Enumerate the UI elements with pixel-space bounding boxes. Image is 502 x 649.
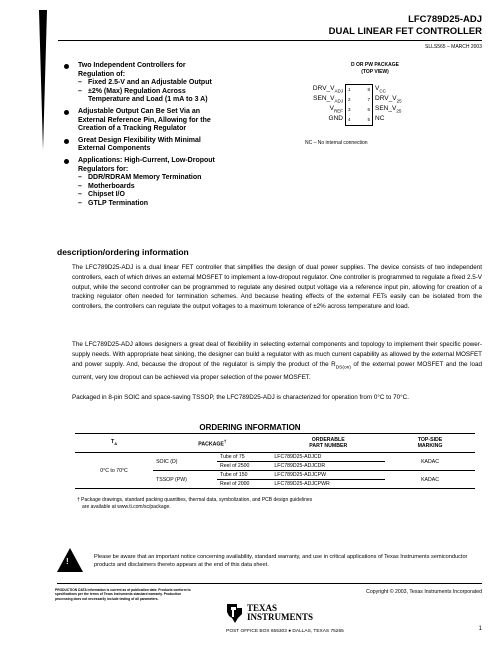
address: POST OFFICE BOX 655303 ● DALLAS, TEXAS 75265 bbox=[226, 629, 344, 634]
feature-item: Two Independent Controllers for Regulation of: – Fixed 2.5-V and an Adjustable Output – ±2% (Max) Regulation Across Temperature and Load (1 mA to 3 A) bbox=[64, 62, 264, 105]
section-heading: description/ordering information bbox=[57, 247, 189, 257]
part-number-cell: LFC789D25-ADJCPW bbox=[271, 471, 385, 480]
qty-cell: Reel of 2500 bbox=[217, 462, 271, 471]
feature-item: Adjustable Output Can Be Set Via an External Reference Pin, Allowing for the Creation of a Tracking Regulator bbox=[64, 108, 264, 134]
ordering-table bbox=[75, 433, 475, 489]
sub-item: – GTLP Termination bbox=[78, 199, 149, 207]
header-rule bbox=[58, 40, 482, 41]
column-header: TOP-SIDE MARKING bbox=[385, 434, 475, 453]
pin-number: 3 bbox=[348, 107, 351, 112]
column-header: $T_A$ bbox=[75, 434, 153, 453]
part-number-title: LFC789D25-ADJ bbox=[408, 14, 482, 25]
column-header: ORDERABLE PART NUMBER bbox=[271, 434, 385, 453]
paragraph: The LFC789D25-ADJ is a dual linear FET controller that simplifies the design of dual power supplies. The device consists of two independent controllers, each of which drives an external MOSFET to implement a low-dropout regulator. One controller is programmed to regulate a fixed 2.5-V output, while the second controller can be programmed to regulate any desired output voltage via a reference input pin, allowing for creation of a tracking regulator often needed for termination schemes. And because heating effects of the external FETs easily can be isolated from the controllers, the controllers can regulate the output voltages to a maximum tolerance of ±2% across temperature and load. bbox=[72, 264, 482, 311]
marking-cell: KADAC bbox=[385, 453, 475, 471]
sub-item: – Chipset I/O bbox=[78, 191, 125, 199]
part-number-cell: LFC789D25-ADJCD bbox=[271, 453, 385, 462]
sub-item: – Motherboards bbox=[78, 182, 135, 190]
package-subtitle: (TOP VIEW) bbox=[361, 69, 389, 75]
pin-label: GND bbox=[328, 115, 343, 122]
important-notice: Please be aware that an important notice concerning availability, standard warranty, and use in critical applications of Texas Instruments semiconductor products and disclaimers thereto appears at the end of this data sheet. bbox=[94, 554, 468, 569]
pin-number: 8 bbox=[367, 87, 370, 92]
bullet-icon bbox=[64, 110, 69, 115]
paragraph: Packaged in 8-pin SOIC and space-saving TSSOP, the LFC789D25-ADJ is characterized for operation from 0°C to 70°C. bbox=[72, 394, 409, 401]
sub-item: – DDR/RDRAM Memory Termination bbox=[78, 174, 202, 182]
sub-item: – Fixed 2.5-V and an Adjustable Output bbox=[78, 79, 212, 87]
table-row bbox=[75, 453, 475, 462]
pin-number: 7 bbox=[367, 97, 370, 102]
bullet-icon bbox=[64, 139, 69, 144]
package-title: D OR PW PACKAGE bbox=[351, 62, 399, 68]
doc-title: DUAL LINEAR FET CONTROLLER bbox=[328, 26, 482, 37]
ti-logo-text: TEXAS INSTRUMENTS bbox=[247, 603, 314, 622]
pin-label: $DRV\_V_{25}$ bbox=[375, 95, 402, 104]
table-footnote: † Package drawings, standard packing quantities, thermal data, symbolization, and PCB design guidelines are available at www.ti.com/sc/package. bbox=[77, 497, 313, 510]
copyright: Copyright © 2003, Texas Instruments Incorporated bbox=[366, 589, 482, 595]
bullet-icon bbox=[64, 64, 69, 69]
footer-rule bbox=[57, 583, 482, 584]
chip-outline bbox=[345, 84, 373, 126]
pin-number: 5 bbox=[367, 117, 370, 122]
pin-number: 1 bbox=[348, 87, 351, 92]
part-number-cell: LFC789D25-ADJCPWR bbox=[271, 480, 385, 489]
pin-number: 6 bbox=[367, 107, 370, 112]
ti-logo-icon bbox=[225, 602, 245, 624]
pin-label: $V_{CC}$ bbox=[375, 85, 386, 94]
page-number: 1 bbox=[478, 626, 482, 632]
doc-number: SLLS565 – MARCH 2003 bbox=[425, 44, 482, 50]
pin-label: $DRV\_V_{ADJ}$ bbox=[312, 85, 343, 94]
feature-item: Great Design Flexibility With Minimal External Components bbox=[64, 137, 264, 154]
nc-note: NC – No internal connection bbox=[305, 140, 368, 146]
pin-number: 4 bbox=[348, 117, 351, 122]
marking-cell: KADAC bbox=[385, 471, 475, 489]
part-number-cell: LFC789D25-ADJCDR bbox=[271, 462, 385, 471]
exclamation-icon: ! bbox=[66, 557, 69, 566]
pin-label: $SEN\_V_{25}$ bbox=[375, 105, 402, 114]
table-header-row bbox=[75, 434, 475, 453]
pin-label: $V_{REF}$ bbox=[329, 105, 343, 114]
pin-label: NC bbox=[375, 115, 385, 122]
package-pinout bbox=[295, 62, 455, 152]
qty-cell: Tube of 150 bbox=[217, 471, 271, 480]
warning-icon bbox=[57, 548, 83, 572]
features-list bbox=[64, 62, 264, 212]
production-data-note: PRODUCTION DATA information is current as of publication date. Products conform to specifications per the terms of Texas Instruments standard warranty. Production processing does not necessarily include testing of all parameters. bbox=[55, 588, 191, 601]
bullet-icon bbox=[64, 159, 69, 164]
sub-item: – ±2% (Max) Regulation Across bbox=[78, 87, 186, 95]
qty-cell: Tube of 75 bbox=[217, 453, 271, 462]
qty-cell: Reel of 2000 bbox=[217, 480, 271, 489]
package-cell: SOIC (D) bbox=[153, 453, 217, 471]
pin-label: $SEN\_V_{ADJ}$ bbox=[313, 95, 343, 104]
temp-range-cell: 0°C to 70°C bbox=[75, 453, 153, 489]
ti-wedge-graphic bbox=[39, 10, 47, 150]
paragraph: The LFC789D25-ADJ allows designers a great deal of flexibility in selecting external components and topology to implement their specific power-supply needs. With appropriate heat sinking, the designer can build a regulator with as much current capability as allowed by the external MOSFET and power supply. And, because the dropout of the regulator is simply the product of the $R_{DS(on)}$ of the external power MOSFET and the load current, very low dropout can be achieved via proper selection of the power MOSFET. bbox=[72, 341, 482, 381]
feature-item: Applications: High-Current, Low-Dropout Regulators for: – DDR/RDRAM Memory Termination – Motherboards – Chipset I/O – GTLP Termination bbox=[64, 157, 264, 209]
column-header: PACKAGE† bbox=[153, 434, 271, 453]
ordering-title: ORDERING INFORMATION bbox=[199, 423, 301, 432]
pin-number: 2 bbox=[348, 97, 351, 102]
package-cell: TSSOP (PW) bbox=[153, 471, 217, 489]
